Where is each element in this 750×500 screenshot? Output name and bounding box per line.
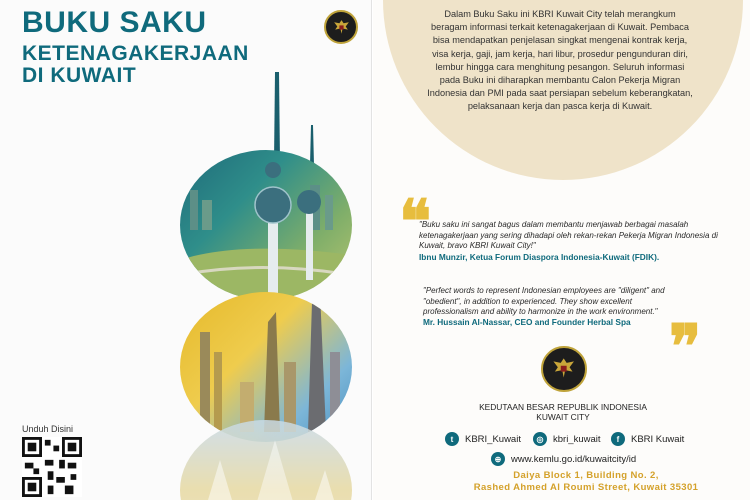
title-line-3: DI KUWAIT (22, 64, 137, 87)
title-line-1: BUKU SAKU (22, 6, 207, 39)
facebook-handle: KBRI Kuwait (631, 433, 685, 445)
quote-mark-icon: ❝ (399, 189, 432, 255)
embassy-address (461, 470, 711, 494)
embassy-name (463, 403, 663, 422)
website-url: www.kemlu.go.id/kuwaitcity/id (511, 453, 637, 465)
info-panel (373, 0, 750, 500)
download-label: Unduh Disini (22, 424, 74, 434)
qr-code-icon[interactable] (22, 437, 82, 497)
quote-mark-close-icon: ❝ (669, 287, 702, 353)
garuda-emblem-icon (324, 10, 358, 44)
twitter-link[interactable] (445, 432, 521, 446)
instagram-icon: ◎ (533, 432, 547, 446)
garuda-emblem-icon (541, 346, 587, 392)
facebook-link[interactable] (611, 432, 684, 446)
mosque-arches-photo (180, 420, 352, 500)
testimonial-quote-2: "Perfect words to represent Indonesian employees are "diligent" and "obedient", in addition to experienced. They show excellent professionalism and ability to harmonize in the work environment." (423, 286, 665, 316)
testimonial-author-2: Mr. Hussain Al-Nassar, CEO and Founder Herbal Spa (423, 317, 631, 327)
globe-icon: ⊕ (491, 452, 505, 466)
embassy-name-line-2: KUWAIT CITY (536, 411, 590, 422)
address-line-2: Rashed Ahmed Al Roumi Street, Kuwait 35301 (473, 482, 699, 493)
twitter-handle: KBRI_Kuwait (465, 433, 521, 445)
intro-text: Dalam Buku Saku ini KBRI Kuwait City telah merangkum beragam informasi terkait ketenagakerjaan di Kuwait. Pembaca bisa mendapatkan penjelasan singkat mengenai kontrak kerja, visa kerja, gaji, jam kerja, hari libur, prosedur pengunduran diri, lembur hingga cara menghitung pesangon. Seluruh informasi pada Buku ini diharapkan membantu Calon Pekerja Migran Indonesia dan PMI pada saat persiapan sebelum keberangkatan, pelaksanaan kerja dan pasca kerja di Kuwait. (427, 9, 693, 112)
testimonial-quote-1: "Buku saku ini sangat bagus dalam membantu menjawab berbagai masalah ketenagakerjaan yang sering dihadapi oleh rekan-rekan Pekerja Migran Indonesia di Kuwait, bravo KBRI Kuwait City!" (419, 220, 718, 250)
instagram-handle: kbri_kuwait (553, 433, 601, 445)
website-link[interactable] (491, 452, 636, 466)
instagram-link[interactable] (533, 432, 601, 446)
cover-panel (0, 0, 372, 500)
twitter-icon: t (445, 432, 459, 446)
facebook-icon: f (611, 432, 625, 446)
embassy-name-line-1: KEDUTAAN BESAR REPUBLIK INDONESIA (479, 402, 647, 412)
address-line-1: Daiya Block 1, Building No. 2, (513, 470, 659, 481)
title-line-2: KETENAGAKERJAAN (22, 42, 249, 65)
kuwait-tower-spire (262, 72, 292, 162)
testimonial-author-1: Ibnu Munzir, Ketua Forum Diaspora Indonesia-Kuwait (FDIK). (419, 252, 660, 262)
kuwait-towers-photo (180, 150, 352, 300)
